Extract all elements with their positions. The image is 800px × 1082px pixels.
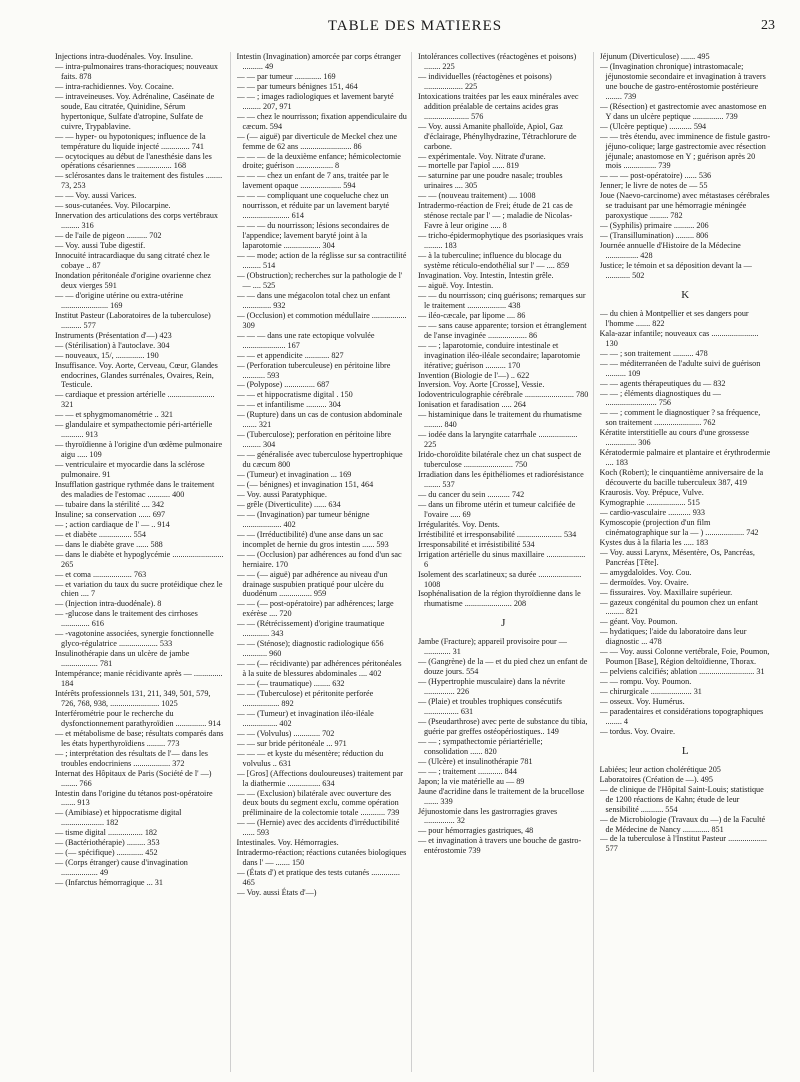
index-entry: — cardio-vasculaire ........... 933 — [599, 507, 705, 517]
index-entry: — (Ulcère) et insulinothérapie 781 — [418, 756, 533, 766]
index-entry: — et métabolisme de base; résultats comparés dans les états hyperthyroïdiens ......... 773 — [55, 728, 224, 748]
index-entry: Intestinales. Voy. Hémorragies. — [236, 838, 339, 848]
index-entry: — — — du nourrisson; lésions secondaires de l'appendice; lavement baryté joint à la laparotomie .................. 304 — [236, 221, 390, 251]
index-entry: — — hyper- ou hypotoniques; influence de la température du liquide injecté .............. 741 — [55, 131, 206, 151]
index-entry: Kala-azar infantile; nouveaux cas ....................... 130 — [599, 328, 759, 348]
index-entry: — — rompu. Voy. Poumon. — [599, 677, 692, 687]
index-entry: — — mode; action de la réglisse sur sa contractilité ......... 514 — [236, 251, 407, 271]
index-entry: — — ; sympathectomie périartérielle; consolidation ...... 820 — [418, 736, 543, 756]
index-entry: — -vagotonine associées, synergie fonctionnelle glyco-régulatrice ................... 533 — [55, 629, 214, 649]
index-entry: — — (Hernie) avec des accidents d'irréductibilité ...... 593 — [236, 818, 400, 838]
index-entry: — — et infantilisme .......... 304 — [236, 400, 341, 410]
index-entry: — grêle (Diverticulite) ...... 634 — [236, 499, 341, 509]
index-entry: Invagination. Voy. Intestin, Intestin grêle. — [418, 270, 554, 280]
index-entry: — aiguë. Voy. Intestin. — [418, 280, 494, 290]
index-entry: Intradermo-réaction de Frei; étude de 21 cas de sténose rectale par l' — ; maladie de Nicolas-Favre à leur origine ..... 8 — [418, 201, 573, 231]
index-entry: — Voy. aussi Amanite phalloïde, Apiol, Gaz d'éclairage, Phénylhydrazine, Tétrachlorure de carbone. — [418, 121, 577, 151]
index-entry: Irresponsabilité et irrésistibilité 534 — [418, 539, 535, 549]
index-entry: — mortelle par l'apiol ...... 819 — [418, 161, 519, 171]
index-entry: Kraurosis. Voy. Prépuce, Vulve. — [599, 488, 704, 498]
index-entry: — saturnine par une poudre nasale; troubles urinaires .... 305 — [418, 171, 563, 191]
index-entry: — expérimentale. Voy. Nitrate d'urane. — [418, 151, 546, 161]
index-entry: — ; action cardiaque de l' — .. 914 — [55, 519, 170, 529]
index-entry: — individuelles (réactogènes et poisons) ................... 225 — [418, 71, 552, 91]
index-entry: Iodoventriculographie cérébrale ........................ 780 — [418, 390, 589, 400]
index-entry: — du cancer du sein ........... 742 — [418, 489, 525, 499]
index-entry: — amygdaloïdes. Voy. Cou. — [599, 567, 692, 577]
index-entry: — — sur bride péritonéale ... 971 — [236, 738, 347, 748]
index-entry: — — très étendu, avec imminence de fistule gastro-jéjuno-colique; large gastrectomie avec résection jéjunale; anastomose en Y ; guérison après 20 mois ................ 739 — [599, 131, 771, 171]
index-entry: Inondation péritonéale d'origine ovarienne chez deux vierges 591 — [55, 270, 212, 290]
index-entry: — intra-rachidiennes. Voy. Cocaine. — [55, 81, 174, 91]
index-entry: Justice; le témoin et sa déposition devant la — ............ 502 — [599, 261, 752, 280]
index-entry: — tordus. Voy. Ovaire. — [599, 726, 676, 736]
index-entry: Insulinothérapie dans un ulcère de jambe .................. 781 — [55, 649, 190, 669]
index-entry: Ionisation et faradisation ..... 264 — [418, 400, 527, 410]
index-entry: Irido-choroïdite bilatérale chez un chat suspect de tuberculose ........................ 750 — [418, 450, 582, 470]
index-entry: Irradiation dans les épithéliomes et radiorésistance ........ 537 — [418, 470, 584, 489]
index-entry: — (— spécifique) ............. 452 — [55, 848, 158, 858]
index-entry: — — dans une mégacolon total chez un enfant .............. 932 — [236, 290, 391, 310]
index-entry: Insufflation gastrique rythmée dans le traitement des maladies de l'estomac ........... 400 — [55, 479, 215, 499]
index-entry: — — d'origine utérine ou extra-utérine ....................... 169 — [55, 290, 184, 310]
index-entry: Jenner; le livre de notes de — 55 — [599, 181, 708, 191]
index-entry: — (Pseudarthrose) avec perte de substance du tibia, guérie par greffes ostéopériostiques.. 149 — [418, 716, 588, 736]
index-entry: Inversion. Voy. Aorte [Crosse], Vessie. — [418, 380, 545, 390]
index-entry: — — par tumeur ............. 169 — [236, 71, 336, 81]
index-entry: — — et sphygmomanométrie .. 321 — [55, 410, 174, 420]
index-entry: — — généralisée avec tuberculose hypertrophique du cæcum 800 — [236, 450, 403, 470]
index-entry: Innocuité intracardiaque du sang citraté chez le cobaye .. 87 — [55, 251, 210, 271]
index-entry: — (Transillumination) ......... 806 — [599, 231, 709, 241]
index-entry: — — ; laparotomie, conduire intestinale et invagination iléo-iléale secondaire; laparotomie itérative; guérison .......... 170 — [418, 340, 581, 370]
page-header — [55, 18, 775, 40]
index-entry: — (Résection) et gastrectomie avec anastomose en Y dans un ulcère peptique ............... 739 — [599, 101, 767, 121]
index-entry: Kératodermie palmaire et plantaire et érythrodermie .... 183 — [599, 448, 771, 468]
index-entry: Journée annuelle d'Histoire de la Médecine ................ 428 — [599, 241, 741, 261]
index-entry: Kymoscopie (projection d'un film cinématographique sur la — ) ................... 742 — [599, 517, 759, 537]
index-entry: Irrégularités. Voy. Dents. — [418, 519, 500, 529]
index-entry: — (Occlusion) et commotion médullaire ................. 309 — [236, 310, 407, 330]
index-entry: — — (Rétrécissement) d'origine traumatique ............. 343 — [236, 619, 385, 639]
index-entry: — — (— post-opératoire) par adhérences; large exérèse .... 720 — [236, 599, 394, 619]
index-entry: Jambe (Fracture); appareil provisoire pour — ............. 31 — [418, 637, 567, 657]
index-entry: Innervation des articulations des corps vertébraux ......... 316 — [55, 211, 219, 231]
index-entry: — de la tuberculose à l'Institut Pasteur ................... 577 — [599, 834, 767, 854]
index-entry: — osseux. Voy. Humérus. — [599, 697, 685, 707]
index-entry: — — Voy. aussi Varices. — [55, 191, 137, 201]
index-entry: — et coma ................... 763 — [55, 569, 147, 579]
index-entry: — dermoïdes. Voy. Ovaire. — [599, 577, 689, 587]
index-entry: — sous-cutanées. Voy. Pilocarpine. — [55, 201, 171, 211]
index-entry: Jéjunum (Diverticulose) ....... 495 — [599, 52, 710, 61]
index-entry: Kystes dus à la filaria les ..... 183 — [599, 537, 709, 547]
index-entry: Isophénalisation de la région thyroïdienne dans le rhumatisme ....................... 208 — [418, 589, 581, 609]
index-entry: Labiées; leur action cholérétique 205 — [599, 764, 721, 774]
index-entry: Invention (Biologie de l'—) .. 622 — [418, 370, 530, 380]
index-entry: — géant. Voy. Poumon. — [599, 617, 678, 627]
index-entry: — — (Sténose); diagnostic radiologique 656 ............ 960 — [236, 639, 384, 659]
index-entry: — — — de la deuxième enfance; hémicolectomie droite; guérison .................. 8 — [236, 151, 401, 171]
index-column-1 — [55, 52, 231, 1072]
index-entry: — cardiaque et pression artérielle ....................... 321 — [55, 390, 215, 410]
index-entry: — du chien à Montpellier et ses dangers pour l'homme ....... 822 — [599, 308, 749, 328]
index-entry: — (— bénignes) et invagination 151, 464 — [236, 479, 374, 489]
page-title: TABLE DES MATIERES — [327, 18, 503, 34]
index-entry: — dans un fibrome utérin et tumeur calcifiée de l'ovaire ..... 69 — [418, 499, 576, 519]
index-entry: — intra-pulmonaires trans-thoraciques; nouveaux faits. 878 — [55, 61, 219, 81]
index-entry: Kératite interstitielle au cours d'une grossesse ............... 306 — [599, 428, 749, 448]
index-entry: — de l'aile de pigeon .......... 702 — [55, 231, 162, 241]
index-entry: — (Hypertrophie musculaire) dans la névrite ............... 226 — [418, 677, 566, 697]
section-letter: J — [501, 617, 506, 630]
index-entry: — — agents thérapeutiques du — 832 — [599, 378, 726, 388]
index-entry: — iodée dans la laryngite catarrhale ................... 225 — [418, 430, 578, 450]
index-entry: — (Polypose) ............... 687 — [236, 380, 330, 390]
index-entry: — ocytociques au début de l'anesthésie dans les opérations césariennes ................. 168 — [55, 151, 212, 171]
index-entry: — — ; traitement ............ 844 — [418, 766, 517, 776]
index-entry: Laboratoires (Création de —). 495 — [599, 774, 713, 784]
index-entry: Intradermo-réaction; réactions cutanées biologiques dans l' — ....... 150 — [236, 848, 407, 868]
index-entry: — (Amibiase) et hippocratisme digital ..................... 182 — [55, 808, 182, 828]
index-entry: — — (Invagination) par tumeur bénigne ................... 402 — [236, 509, 370, 529]
index-entry: — pour hémorragies gastriques, 48 — [418, 826, 534, 836]
index-entry: — (Rupture) dans un cas de contusion abdominale ....... 321 — [236, 410, 403, 430]
index-entry: Jéjunostomie dans les gastrorragies graves ............... 32 — [418, 806, 558, 826]
index-entry: — — (— traumatique) ........ 632 — [236, 679, 345, 689]
index-entry: — [Gros] (Affections douloureuses) traitement par la diathermie ................ 634 — [236, 768, 404, 788]
index-column-4 — [600, 52, 776, 1072]
index-entry: — Voy. aussi Larynx, Mésentère, Os, Pancréas, Pancréas [Tête]. — [599, 547, 755, 567]
index-entry: — — ; images radiologiques et lavement baryté ......... 207, 971 — [236, 91, 394, 111]
index-entry: Intoxications traitées par les eaux minérales avec addition préalable de certains acides gras ...................... 576 — [418, 91, 579, 121]
index-entry: — (États d') et pratique des tests cutanés .............. 465 — [236, 868, 400, 888]
index-entry: Intérêts professionnels 131, 211, 349, 501, 579, 726, 768, 938, ........................ 1025 — [55, 689, 211, 708]
index-entry: — — (Volvulus) ............. 702 — [236, 728, 335, 738]
index-entry: — de clinique de l'Hôpital Saint-Louis; statistique de 1200 réactions de Kahn; étude de leur sensibilité ........... 554 — [599, 784, 764, 814]
index-entry: Internat des Hôpitaux de Paris (Société de l' —) ........ 766 — [55, 768, 212, 788]
index-entry: — (Plaie) et troubles trophiques consécutifs ................. 631 — [418, 697, 562, 716]
index-entry: — (Tumeur) et invagination ... 169 — [236, 470, 352, 480]
index-column-3 — [418, 52, 594, 1072]
index-entry: — paradentaires et considérations topographiques ........ 4 — [599, 707, 764, 726]
index-entry: — — sans cause apparente; torsion et étranglement de l'anse invaginée ................... 86 — [418, 320, 587, 340]
index-entry: — (Obstruction); recherches sur la pathologie de l' — .... 525 — [236, 270, 403, 290]
index-entry: Irrigation artérielle du sinus maxillaire ................... 6 — [418, 549, 586, 569]
index-entry: — — du nourrisson; cinq guérisons; remarques sur le traitement ................... 438 — [418, 290, 586, 310]
index-entry: — iléo-cæcale, par lipome .... 86 — [418, 310, 526, 320]
index-entry: — (Corps étranger) cause d'invagination .................. 49 — [55, 858, 188, 878]
index-entry: — dans le diabète grave ...... 588 — [55, 539, 163, 549]
index-entry: — — par tumeurs bénignes 151, 464 — [236, 81, 358, 91]
index-entry: — -glucose dans le traitement des cirrhoses .............. 616 — [55, 609, 198, 629]
index-entry: — (Tuberculose); perforation en péritoine libre ......... 304 — [236, 430, 392, 450]
index-entry: — sclérosantes dans le traitement des fistules ........ 73, 253 — [55, 171, 223, 191]
index-entry: Isolement des scarlatineux; sa durée ..................... 1008 — [418, 569, 582, 589]
index-entry: Koch (Robert); le cinquantième anniversaire de la découverte du bacille tuberculeux 387, 419 — [599, 468, 764, 488]
index-entry: — (Ulcère peptique) ........... 594 — [599, 121, 707, 131]
index-entry: — — (Tumeur) et invagination iléo-iléale ................. 402 — [236, 708, 374, 728]
index-entry: Interférométrie pour le recherche du dysfonctionnement parathyroïdien ............... 914 — [55, 708, 221, 728]
index-entry: — (Infarctus hémorragique ... 31 — [55, 878, 163, 888]
index-entry: — — Voy. aussi Colonne vertébrale, Foie, Poumon, Poumon [Base], Région deltoïdienne, Thorax. — [599, 647, 770, 667]
index-entry: — — et appendicite ............ 827 — [236, 350, 344, 360]
index-entry: — tricho-épidermophytique des psoriasiques vrais ......... 183 — [418, 231, 584, 251]
index-entry: — Voy. aussi Paratyphique. — [236, 489, 327, 499]
index-entry: — — et hippocratisme digital . 150 — [236, 390, 353, 400]
index-entry: — ventriculaire et myocardie dans la sclérose pulmonaire. 91 — [55, 460, 205, 480]
section-letter: K — [681, 288, 690, 301]
index-entry: — histaminique dans le traitement du rhumatisme ......... 840 — [418, 410, 582, 430]
index-entry: Joue (Naevo-carcinome) avec métastases cérébrales se traduisant par une hémorragie méningée paroxystique ......... 782 — [599, 191, 770, 221]
index-entry: — (Stérilisation) à l'autoclave. 304 — [55, 340, 170, 350]
index-entry: — à la tuberculine; influence du blocage du système réticulo-endothélial sur l' — .... 859 — [418, 251, 570, 271]
index-entry: — — — compliquant une coqueluche chez un nourrisson, et réduite par un lavement baryté ....................... 614 — [236, 191, 390, 221]
index-entry: — fissuraires. Voy. Maxillaire supérieur. — [599, 587, 733, 597]
index-entry: — — (— aiguë) par adhérence au niveau d'un drainage suspubien pratiqué pour ulcère du duodénum ................ 959 — [236, 569, 388, 599]
index-entry: — tisme digital ................. 182 — [55, 828, 158, 838]
index-entry: — — (Irréductibilité) d'une anse dans un sac incomplet de hernie du gros intestin ...... 593 — [236, 529, 389, 549]
index-entry: — de Microbiologie (Travaux du —) de la Faculté de Médecine de Nancy ............. 851 — [599, 814, 766, 834]
index-entry: Institut Pasteur (Laboratoires de la tuberculose) .......... 577 — [55, 310, 211, 330]
page-number: 23 — [761, 18, 775, 33]
index-entry: Intestin dans l'origine du tétanos post-opératoire ....... 913 — [55, 788, 213, 808]
index-entry: Instruments (Présentation d'—) 423 — [55, 330, 172, 340]
index-entry: — — (Tuberculose) et péritonite perforée .................. 892 — [236, 689, 374, 708]
index-entry: Intestin (Invagination) amorcée par corps étranger .......... 49 — [236, 52, 401, 71]
index-entry: — — — chez un enfant de 7 ans, traitée par le lavement opaque .................... 594 — [236, 171, 389, 191]
index-entry: — et variation du taux du sucre protéidique chez le chien .... 7 — [55, 579, 223, 599]
index-entry: — intraveineuses. Voy. Adrénaline, Caséinate de soude, Eau citratée, Quinidine, Sérum hypertonique, Sulfate d'atropine, Sulfate de cuivre, Trypablavine. — [55, 91, 215, 131]
index-entry: — hydatiques; l'aide du laboratoire dans leur diagnostic ... 478 — [599, 627, 747, 647]
index-entry: Jaune d'acridine dans le traitement de la brucellose ....... 339 — [418, 786, 585, 806]
index-entry: — (Syphilis) primaire .......... 206 — [599, 221, 709, 231]
index-entry: — — chez le nourrisson; fixation appendiculaire du cæcum. 594 — [236, 111, 407, 131]
index-entry: — gazeux congénital du poumon chez un enfant ......... 821 — [599, 597, 758, 617]
index-entry: — — — post-opératoire) ...... 536 — [599, 171, 712, 181]
index-entry: Japon; la vie matérielle au — 89 — [418, 776, 525, 786]
index-columns — [55, 52, 775, 1072]
index-entry: — nouveaux, 15/, .............. 190 — [55, 350, 159, 360]
index-entry: — (— aiguë) par diverticule de Meckel chez une femme de 62 ans ......................... 86 — [236, 131, 397, 151]
section-letter: L — [681, 744, 689, 757]
index-entry: — — ; son traitement .......... 478 — [599, 348, 708, 358]
index-entry: — — (Exclusion) bilatérale avec ouverture des deux bouts du segment exclu, comme opération préliminaire de la colectomie totale ............ 739 — [236, 788, 400, 818]
index-entry: — — — dans une rate ectopique volvulée ..................... 167 — [236, 330, 375, 350]
index-entry: — pelviens calcifiés; ablation ........................... 31 — [599, 667, 765, 677]
index-entry: — (Injection intra-duodénale). 8 — [55, 599, 162, 609]
index-entry: Injections intra-duodénales. Voy. Insuline. — [55, 52, 193, 61]
index-entry: Insuline; sa conservation ...... 697 — [55, 509, 166, 519]
index-entry: — (Gangrène) de la — et du pied chez un enfant de douze jours. 554 — [418, 657, 588, 677]
index-entry: — (Perforation tuberculeuse) en péritoine libre ........... 593 — [236, 360, 391, 380]
index-entry: — et diabète ................ 554 — [55, 529, 146, 539]
index-entry: Kymographie ................... 515 — [599, 497, 700, 507]
index-entry: — — méditerranéen de l'adulte suivi de guérison .......... 109 — [599, 358, 761, 378]
index-entry: Intolérances collectives (réactogènes et poisons) ........ 225 — [418, 52, 577, 71]
index-entry: — (Invagination chronique) intrastomacale; jéjunostomie secondaire et invagination à travers une bouche de gastro-entérostomie postérieure ........ 739 — [599, 61, 766, 101]
index-entry: — tubaire dans la stérilité .... 342 — [55, 499, 165, 509]
index-column-2 — [237, 52, 413, 1072]
index-entry: Insuffisance. Voy. Aorte, Cerveau, Cœur, Glandes endocrines, Glandes surrénales, Ovaires, Rein, Testicule. — [55, 360, 218, 390]
index-entry: — ; interprétation des résultats de l'— dans les troubles endocriniens .................. 372 — [55, 748, 208, 768]
index-entry: — thyroïdienne à l'origine d'un œdème pulmonaire aigu ..... 109 — [55, 440, 223, 460]
index-entry: — dans le diabète et hypoglycémie ......................... 265 — [55, 549, 224, 569]
index-entry: — — (nouveau traitement) .... 1008 — [418, 191, 536, 201]
index-entry: — — ; comment le diagnostiquer ? sa fréquence, son traitement ....................... 762 — [599, 408, 761, 428]
index-entry: — chirurgicale .................... 31 — [599, 687, 702, 697]
index-entry: — Voy. aussi États d'—) — [236, 888, 317, 898]
index-entry: — — (— récidivante) par adhérences péritonéales à la suite de blessures abdominales .... 402 — [236, 659, 402, 679]
index-entry: — glandulaire et sympathectomie péri-artérielle ........... 913 — [55, 420, 213, 440]
index-entry: Irréstibilité et irresponsabilité ...................... 534 — [418, 529, 577, 539]
index-entry: Intempérance; manie récidivante après — .............. 184 — [55, 669, 223, 689]
index-entry: — et invagination à travers une bouche de gastro-entérostomie 739 — [418, 836, 582, 856]
index-entry: — Voy. aussi Tube digestif. — [55, 241, 146, 251]
index-entry: — (Bactériothérapie) ......... 353 — [55, 838, 160, 848]
index-entry: — — — et kyste du mésentère; réduction du volvulus .. 631 — [236, 748, 384, 768]
index-entry: — — ; éléments diagnostiques du — ......................... 756 — [599, 388, 721, 408]
index-entry: — — (Occlusion) par adhérences au fond d'un sac herniaire. 170 — [236, 549, 402, 569]
